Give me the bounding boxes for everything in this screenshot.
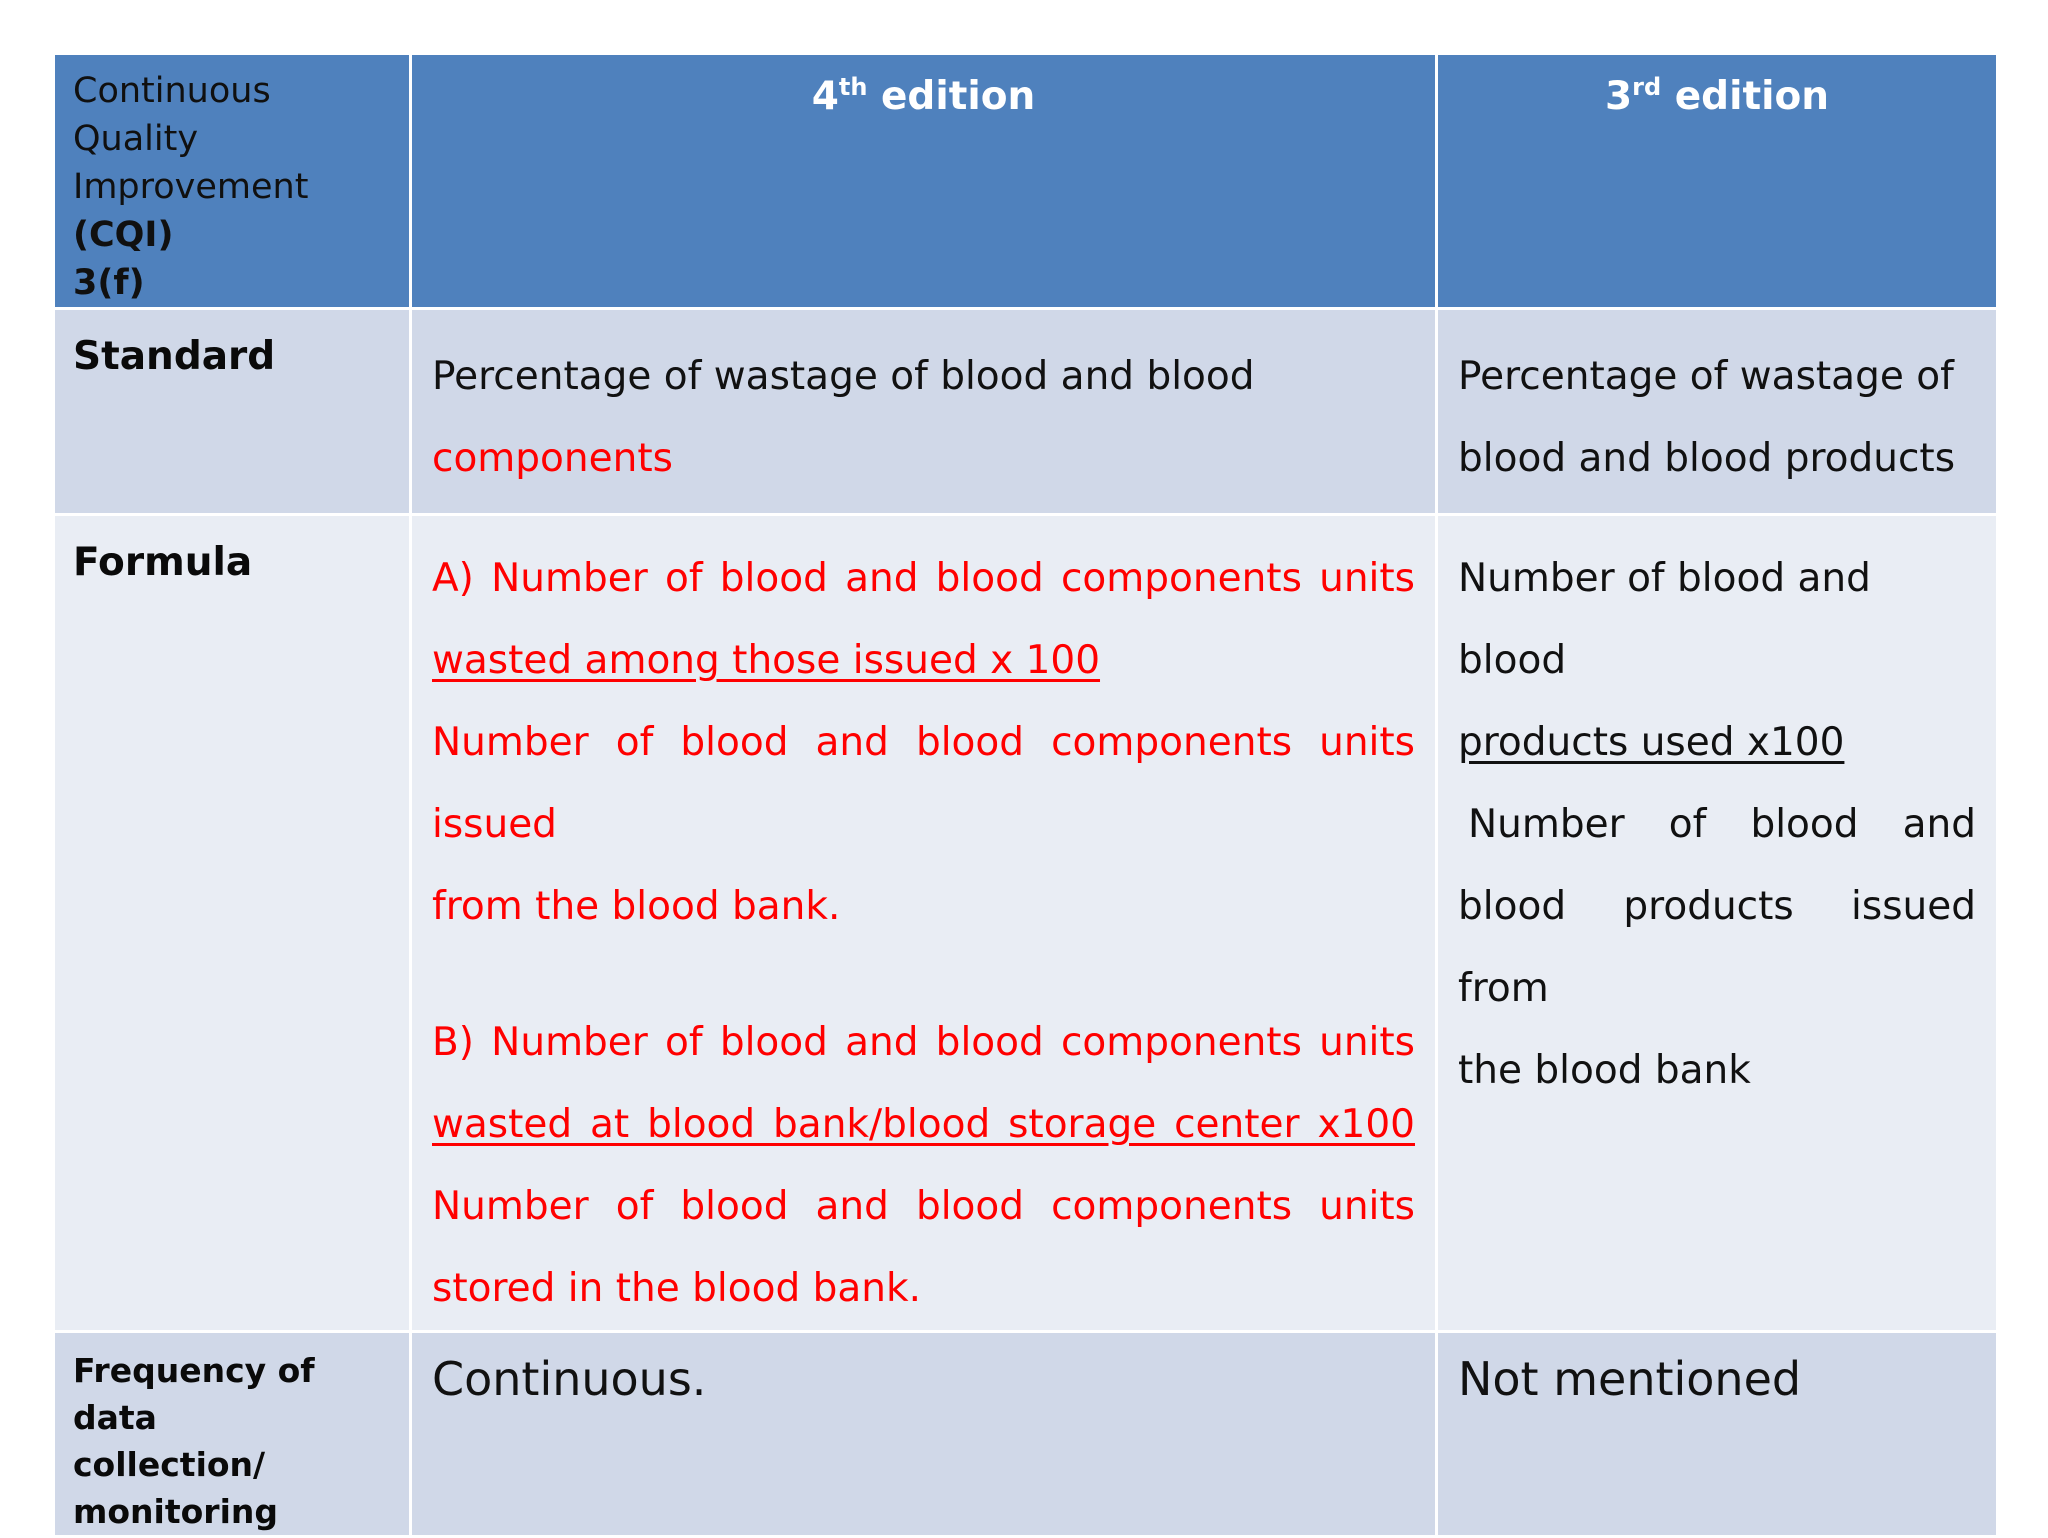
formula-a-numerator: wasted among those issued x 100 xyxy=(432,638,1101,683)
frequency-4th-cell: Continuous. xyxy=(411,1332,1437,1537)
header-cqi-line2: Improvement (CQI) xyxy=(73,167,309,255)
standard-4th-highlight: components xyxy=(432,436,673,481)
header-cqi-cell xyxy=(54,54,411,309)
header-3rd-edition: 3rd edition xyxy=(1437,54,1998,309)
formula-label: Formula xyxy=(54,515,411,1332)
formula-3rd-cell: Number of blood and blood products used x100 Number of blood and blood products issued from the blood bank xyxy=(1437,515,1998,1332)
standard-row xyxy=(54,309,1998,515)
formula-b-numerator: wasted at blood bank/blood storage center x100 xyxy=(432,1102,1415,1147)
formula-gap xyxy=(432,948,1415,1002)
formula-a-line1: A) Number of blood and blood components units xyxy=(432,556,1415,601)
standard-label: Standard xyxy=(54,309,411,515)
formula-b-line3: Number of blood and blood components units xyxy=(432,1184,1415,1229)
standard-4th-cell: Percentage of wastage of blood and blood components xyxy=(411,309,1437,515)
cqi-comparison-table xyxy=(52,52,1999,1538)
frequency-label: Frequency of data collection/ monitoring xyxy=(54,1332,411,1537)
formula-b-line1: B) Number of blood and blood components units xyxy=(432,1020,1415,1065)
formula-a-line3: Number of blood and blood components units issued xyxy=(432,720,1415,847)
formula-row xyxy=(54,515,1998,1332)
header-4th-edition: 4th edition xyxy=(411,54,1437,309)
header-row xyxy=(54,54,1998,309)
formula-3rd-numerator: products used x100 xyxy=(1458,720,1845,765)
formula-4th-cell xyxy=(411,515,1437,1332)
header-cqi-line1: Continuous Quality xyxy=(73,71,271,159)
formula-b-line4: stored in the blood bank. xyxy=(432,1266,921,1311)
frequency-row xyxy=(54,1332,1998,1537)
standard-3rd-cell: Percentage of wastage of blood and blood products xyxy=(1437,309,1998,515)
frequency-3rd-cell: Not mentioned xyxy=(1437,1332,1998,1537)
header-cqi-line3: 3(f) xyxy=(73,263,145,303)
formula-a-line4: from the blood bank. xyxy=(432,884,841,929)
